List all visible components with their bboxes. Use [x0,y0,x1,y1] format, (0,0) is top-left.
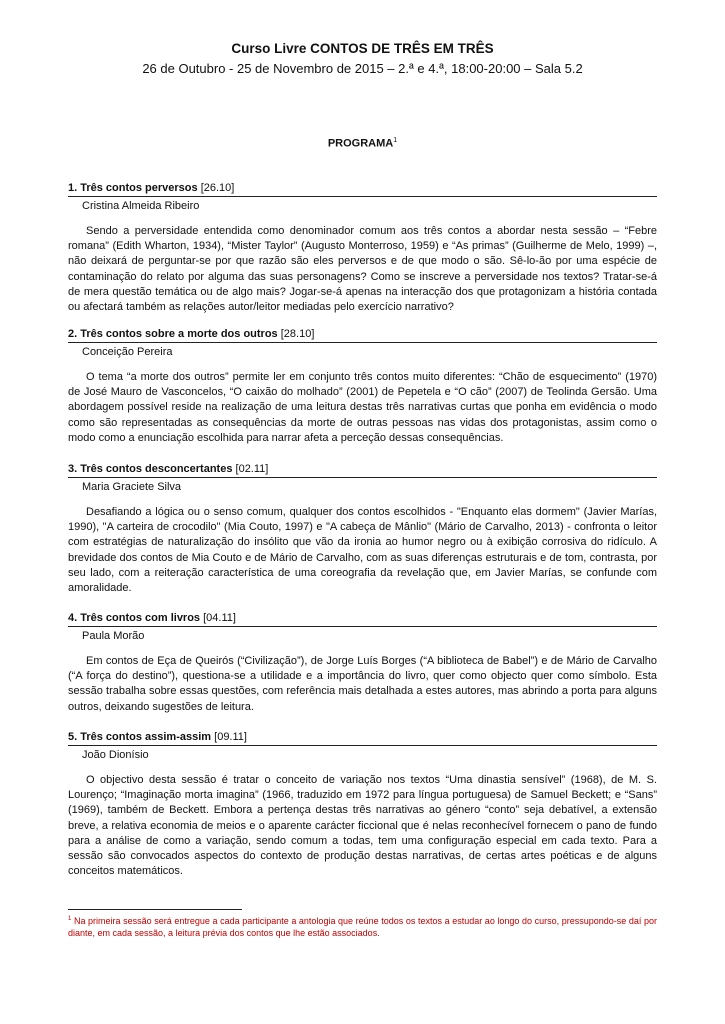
session-description: Desafiando a lógica ou o senso comum, qualquer dos contos escolhidos - "Enquanto elas dormem" (Javier Marías, 1990), "A carteira de crocodilo" (Mia Couto, 1997) e "A cabeça de Mânlio" (Mário de Carvalho, 2013) - confronta o leitor com estratégias de naturalização do insólito que vão da ironia ao humor negro ou à exibição corrosiva do ridículo. A brevidade dos contos de Mia Couto e de Mário de Carvalho, com as suas diferenças estruturais e de tom, contrasta, por seu lado, com a reiteração característica de uma coreografia da revelação que, em Javier Marías, se confunde com amoralidade. [68,506,657,595]
session-title-text: 5. Três contos assim-assim [68,731,212,743]
session-title-text: 1. Três contos perversos [68,182,198,194]
session-date: [02.11] [235,463,269,475]
footnote [68,914,657,939]
session-1 [68,181,657,315]
session-date: [26.10] [200,182,235,194]
session-4 [68,611,657,715]
session-2 [68,327,657,446]
programa-label: PROGRAMA [327,137,394,150]
session-title [68,611,657,627]
session-title [68,462,657,478]
session-date: [28.10] [280,328,315,340]
session-title [68,181,657,197]
session-author: Paula Morão [82,630,145,642]
session-author: João Dionísio [82,749,149,761]
session-title-text: 3. Três contos desconcertantes [68,463,233,475]
session-title [68,730,657,746]
footnote-number: 1 [68,916,72,922]
session-description: Em contos de Eça de Queirós (“Civilização”), de Jorge Luís Borges (“A biblioteca de Babel”) e de Mário de Carvalho (“A força do destino”), questiona-se a utilidade e a importância do livro, quer como objecto quer como símbolo. Esta sessão trabalha sobre essas questões, com referência mais detalhada a estes autores, mas abrindo a porta para alguns outros, deixando sugestões de leitura. [68,655,657,713]
session-3 [68,462,657,596]
session-description: O objectivo desta sessão é tratar o conceito de variação nos textos “Uma dinastia sensível” (1968), de M. S. Lourenço; “Imaginação morta imagina” (1966, traduzido em 1972 para língua portuguesa) de Samuel Beckett; e “Sans” (1969), também de Beckett. Embora a pertença destas três narrativas ao género “conto” seja debatível, a extensão breve, a relativa economia de meios e o aparente carácter ficcional que é nelas reconhecível fornecem o pano de fundo para a análise de como a variação, sendo comum a todas, tem uma configuração especial em cada texto. Para a sessão são convocados aspectos do contexto de produção destas narrativas, de certas artes poéticas e de alguns conceitos matemáticos. [68,774,657,878]
course-schedule: 26 de Outubro - 25 de Novembro de 2015 – 2.ª e 4.ª, 18:00-20:00 – Sala 5.2 [142,61,583,76]
session-description: Sendo a perversidade entendida como denominador comum aos três contos a abordar nesta sessão – “Febre romana” (Edith Wharton, 1934), “Mister Taylor” (Augusto Monterroso, 1959) e “As primas” (Guilherme de Melo, 1999) –, não deixará de perguntar-se por que razão são eles perversos e de que modo o são. Sê-lo-ão por uma espécie de contaminação do relato por alguma das suas personagens? Como se inscreve a perversidade nos textos? Tratar-se-á de mera questão temática ou de algo mais? Jogar-se-á apenas na interacção dos que protagonizam a história contada ou afectará também as relações autor/leitor mediadas pelo exercício narrativo? [68,225,657,314]
session-title [68,327,657,343]
programa-heading [0,137,725,150]
session-author: Maria Graciete Silva [82,481,182,493]
session-description: O tema “a morte dos outros” permite ler em conjunto três contos muito diferentes: “Chão de esquecimento” (1970) de José Mauro de Vasconcelos, “O caixão do molhado” (2001) de Pepetela e “O cão” (2007) de Teolinda Gersão. Uma abordagem possível reside na realização de uma leitura destas três narrativas curtas que ponha em evidência o modo como são representadas as consequências da morte de outras pessoas nas vidas dos protagonistas, assim como o modo como a enunciação escolhida para narrar afeta a perceção dessas consequências. [68,371,657,444]
session-title-text: 2. Três contos sobre a morte dos outros [68,328,278,340]
footnote-text: Na primeira sessão será entregue a cada participante a antologia que reúne todos os textos a estudar ao longo do curso, pressupondo-se daí por diante, em cada sessão, a leitura prévia dos contos que lhe estão associados. [68,916,657,938]
session-author: Cristina Almeida Ribeiro [82,200,200,212]
footnote-separator [68,909,242,910]
session-date: [04.11] [203,612,236,624]
course-title: Curso Livre CONTOS DE TRÊS EM TRÊS [231,41,494,56]
document-header [0,40,725,80]
session-5 [68,730,657,879]
session-date: [09.11] [214,731,247,743]
footnote-marker: 1 [393,137,398,144]
session-title-text: 4. Três contos com livros [68,612,201,624]
session-author: Conceição Pereira [82,346,173,358]
